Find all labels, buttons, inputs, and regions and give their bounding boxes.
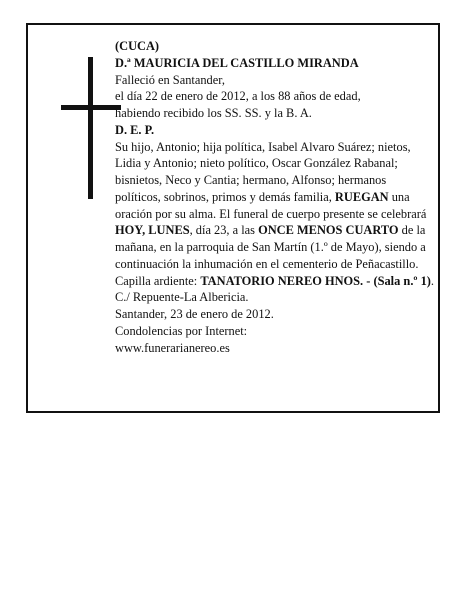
family-list: Su hijo, Antonio; hija política, Isabel Alvaro Suárez; nietos, Lidia y Antonio; nieto político, Oscar González Rabanal; bisnietos, Neco y Cantia; hermano, Alfonso; hermanos políticos, sobrinos, primos y demás familia, — [115, 139, 411, 204]
time-text: ONCE MENOS CUARTO — [258, 223, 399, 238]
chapel-paragraph — [115, 273, 435, 307]
obituary-notice — [26, 23, 440, 413]
cross-icon — [61, 57, 121, 199]
cross-vertical-bar — [88, 57, 93, 199]
nickname: (CUCA) — [115, 39, 160, 53]
cross-horizontal-bar — [61, 105, 121, 110]
church-text: de la mañana, en la parroquia de San Martín (1.º de Mayo), siendo a continuación la inhumación en el cementerio de Peñacastillo. — [115, 223, 426, 271]
chapel-name: TANATORIO NEREO HNOS. - (Sala n.º 1) — [200, 273, 431, 288]
prayer-text: una oración por su alma. El funeral de cuerpo presente se celebrará — [115, 189, 427, 221]
condolences-label: Condolencias por Internet: — [115, 323, 248, 338]
obituary-text — [115, 38, 435, 356]
place-date: Santander, 23 de enero de 2012. — [115, 307, 274, 321]
death-date: el día 22 de enero de 2012, a los 88 años de edad, — [115, 89, 361, 104]
website-link[interactable]: www.funerarianereo.es — [115, 340, 230, 355]
deceased-name: D.ª MAURICIA DEL CASTILLO MIRANDA — [115, 55, 359, 70]
date-text: , día 23, a las — [189, 223, 259, 238]
death-place: Falleció en Santander, — [115, 72, 225, 87]
chapel-address: . C./ Repuente-La Albericia. — [115, 273, 435, 305]
sacraments: habiendo recibido los SS. SS. y la B. A. — [115, 106, 312, 120]
hoy-lunes-text: HOY, LUNES — [115, 223, 190, 238]
chapel-label: Capilla ardiente: — [115, 273, 201, 288]
rip-text: D. E. P. — [115, 122, 155, 137]
family-paragraph — [115, 139, 435, 273]
ruegan-text: RUEGAN — [334, 189, 389, 204]
